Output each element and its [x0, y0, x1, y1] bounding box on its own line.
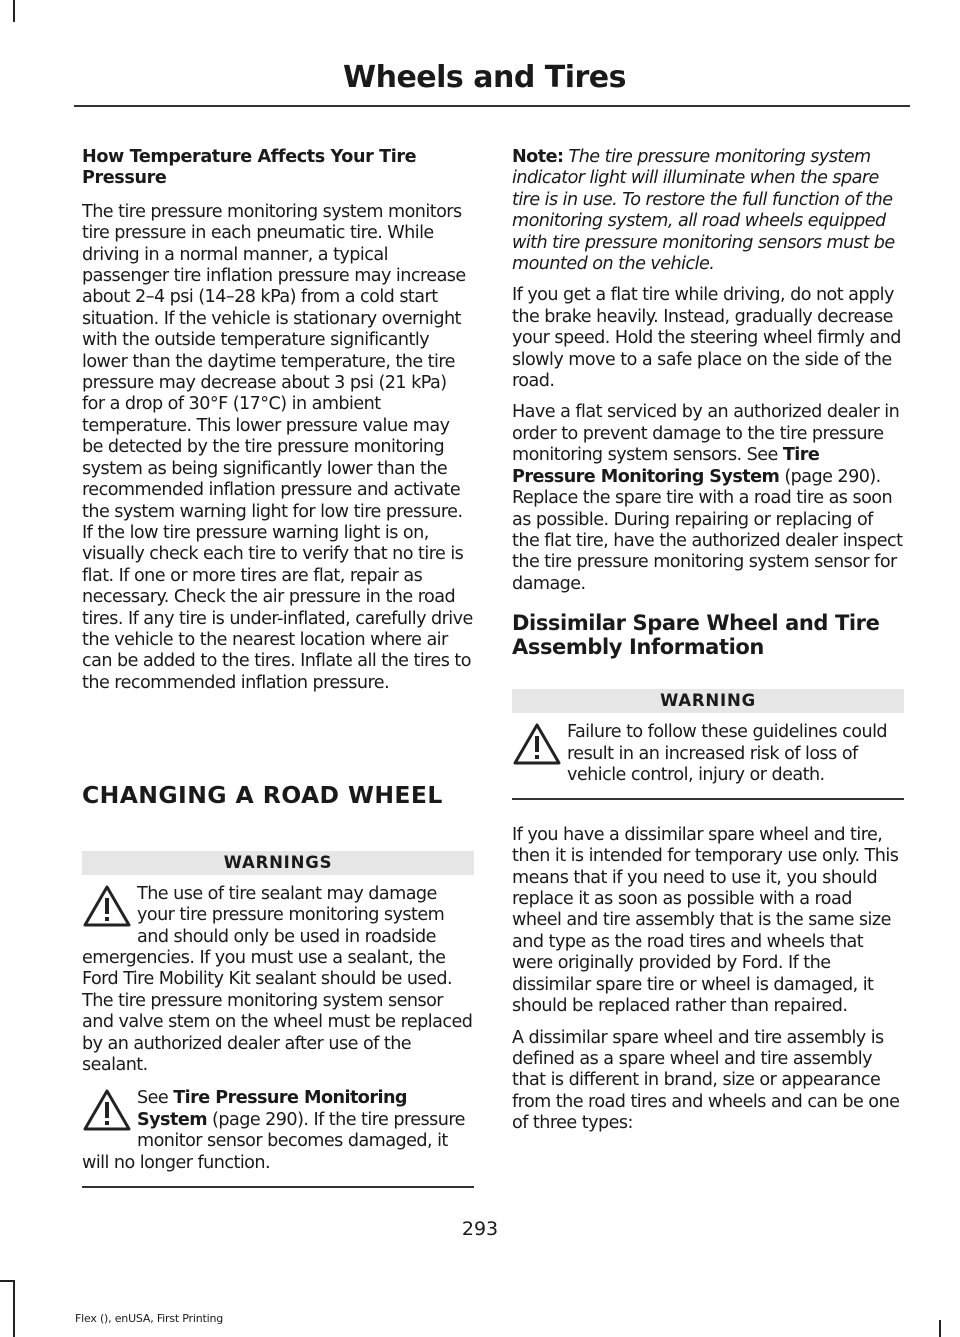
page-number: 293 — [461, 1218, 499, 1240]
note — [512, 147, 904, 275]
footer: Flex (), enUSA, First Printing — [75, 1312, 223, 1325]
crop-mark — [0, 1280, 15, 1282]
note-label: Note: — [512, 147, 564, 167]
warning-rule — [512, 798, 904, 800]
paragraph-flat-tire: If you get a flat tire while driving, do not apply the brake heavily. Instead, gradually decrease your speed. Hold the steering wheel firmly and slowly move to a safe place on the side of the road. — [512, 285, 901, 392]
paragraph-service — [512, 402, 904, 595]
warning-sensor-post: (page 290). If the tire pressure monitor sensor becomes damaged, it will no longer function. — [82, 1109, 465, 1173]
warning-triangle-icon — [82, 884, 132, 928]
warning-sealant-text: The use of tire sealant may damage your tire pressure monitoring system and should only be used in roadside emergencies. If you must use a sealant, the Ford Tire Mobility Kit sealant should be used. The tire pressure monitoring system sensor and valve stem on the wheel must be replaced by an authorized dealer after use of the sealant. — [82, 883, 473, 1076]
paragraph-dissimilar: If you have a dissimilar spare wheel and tire, then it is intended for temporary use only. This means that if you need to use it, you should replace it as soon as possible with a road wheel and tire assembly that is the same size and type as the road tires and wheels that were originally provided by Ford. If the dissimilar spare tire or wheel is damaged, it should be replaced rather than repaired. — [512, 824, 899, 1017]
link-tpms[interactable]: Tire Pressure Monitoring System — [137, 1088, 407, 1130]
service-post: (page 290). Replace the spare tire with a road tire as soon as possible. During repairing or replacing of the flat tire, have the authorized dealer inspect the tire pressure monitoring system sensor for damage. — [512, 466, 903, 594]
crop-mark — [13, 1280, 15, 1337]
warnings-bar: WARNINGS — [82, 851, 474, 875]
warning-sealant — [82, 884, 474, 1077]
service-pre: Have a flat serviced by an authorized dealer in order to prevent damage to the tire pressure monitoring system sensors. See — [512, 402, 900, 466]
paragraph-definition: A dissimilar spare wheel and tire assembly is defined as a spare wheel and tire assembly that is different in brand, size or appearance from the road tires and wheels and can be one of three types: — [512, 1027, 900, 1134]
warning-control — [512, 722, 904, 786]
warning-sensor-text — [82, 1088, 474, 1174]
warning-bar: WARNING — [512, 689, 904, 713]
warning-sensor-pre: See — [137, 1088, 174, 1109]
page-title: Wheels and Tires — [343, 60, 626, 95]
note-text: The tire pressure monitoring system indicator light will illuminate when the spare tire is in use. To restore the full function of the monitoring system, all road wheels equipped with tire pressure monitoring sensors must be mounted on the vehicle. — [512, 147, 895, 275]
section-heading: CHANGING A ROAD WHEEL — [82, 780, 443, 809]
warning-triangle-icon — [512, 722, 562, 766]
link-tpms-2[interactable]: Tire Pressure Monitoring System — [512, 445, 820, 487]
right-column — [512, 147, 904, 1135]
warning-sensor — [82, 1088, 474, 1174]
subheading-dissimilar: Dissimilar Spare Wheel and Tire Assembly Information — [512, 611, 880, 660]
warning-rule — [82, 1186, 474, 1188]
paragraph-temperature: The tire pressure monitoring system monitors tire pressure in each pneumatic tire. While driving in a normal manner, a typical passenger tire inflation pressure may increase about 2–4 psi (14–28 kPa) from a cold start situation. If the vehicle is stationary overnight with the outside temperature significantly lower than the daytime temperature, the tire pressure may decrease about 3 psi (21 kPa) for a drop of 30°F (17°C) in ambient temperature. This lower pressure value may be detected by the tire pressure monitoring system as being significantly lower than the recommended inflation pressure and activate the system warning light for low tire pressure. If the low tire pressure warning light is on, visually check each tire to verify that no tire is flat. If one or more tires are flat, repair as necessary. Check the air pressure in the road tires. If any tire is under-inflated, carefully drive the vehicle to the nearest location where air can be added to the tires. Inflate all the tires to the recommended inflation pressure. — [82, 201, 473, 693]
left-column — [82, 147, 474, 1188]
warning-triangle-icon — [82, 1088, 132, 1132]
crop-mark — [13, 0, 15, 22]
header-rule — [74, 105, 910, 107]
subheading-temperature: How Temperature Affects Your Tire Pressure — [82, 147, 417, 189]
crop-mark — [939, 1320, 941, 1337]
warning-control-text: Failure to follow these guidelines could result in an increased risk of loss of vehicle control, injury or death. — [567, 722, 888, 785]
